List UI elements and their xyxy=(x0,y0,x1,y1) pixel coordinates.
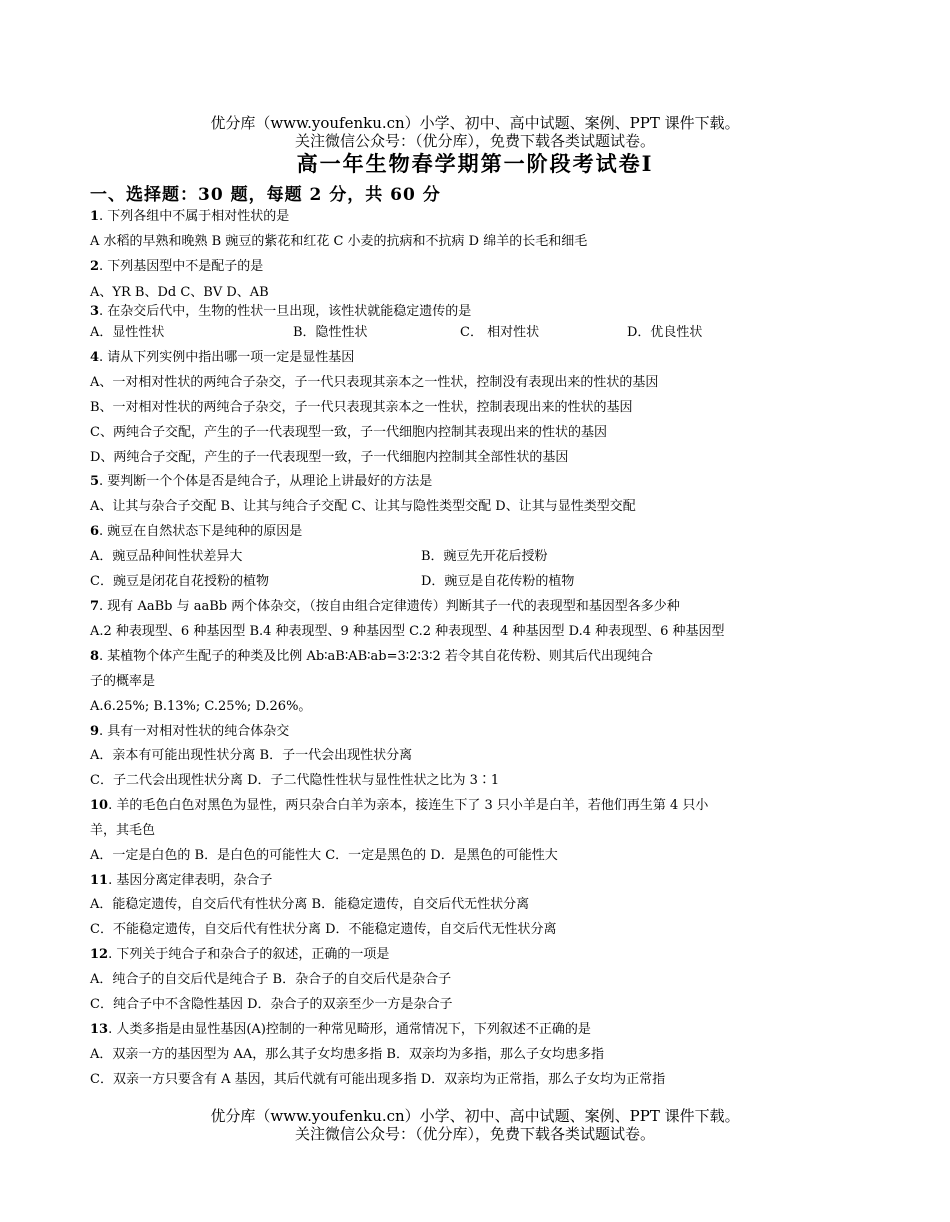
option-d: D、两纯合子交配，产生的子一代表现型一致，子一代细胞内控制其全部性状的基因 xyxy=(90,450,569,465)
question-13-options-1: A．双亲一方的基因型为 AA，那么其子女均患多指 B．双亲均为多指，那么子女均患多指 xyxy=(90,1047,604,1062)
question-number: 11 xyxy=(90,873,109,888)
option-b: B．隐性性状 xyxy=(293,325,368,340)
question-text: . 下列基因型中不是配子的是 xyxy=(99,259,264,274)
question-7-options: A.2 种表现型、6 种基因型 B.4 种表现型、9 种基因型 C.2 种表现型、4 种基因型 D.4 种表现型、6 种基因型 xyxy=(90,624,725,639)
question-number: 5 xyxy=(90,474,100,489)
question-11-options-2: C．不能稳定遗传，自交后代有性状分离 D．不能稳定遗传，自交后代无性状分离 xyxy=(90,922,557,937)
question-number: 12 xyxy=(90,947,109,962)
question-text: . 某植物个体产生配子的种类及比例 Ab∶aB∶AB∶ab=3∶2∶3∶2 若令其自花传粉、则其后代出现纯合 xyxy=(99,649,653,664)
question-13-options-2: C．双亲一方只要含有 A 基因，其后代就有可能出现多指 D．双亲均为正常指，那么子女均为正常指 xyxy=(90,1072,666,1087)
question-text: . 基因分离定律表明，杂合子 xyxy=(108,873,273,888)
question-number: 7 xyxy=(90,599,100,614)
question-number: 10 xyxy=(90,798,109,813)
option-a: A．显性性状 xyxy=(90,325,165,340)
question-5 xyxy=(90,474,432,490)
question-1-options: A 水稻的早熟和晚熟 B 豌豆的紫花和红花 C 小麦的抗病和不抗病 D 绵羊的长毛和细毛 xyxy=(90,234,588,249)
question-number: 1 xyxy=(90,209,100,224)
exam-title: 高一年生物春学期第一阶段考试卷Ⅰ xyxy=(296,151,654,176)
question-4 xyxy=(90,350,354,366)
option-d: D．优良性状 xyxy=(627,325,703,340)
section-heading: 一、选择题：30 题，每题 2 分，共 60 分 xyxy=(90,185,441,205)
question-text: . 下列关于纯合子和杂合子的叙述，正确的一项是 xyxy=(108,947,390,962)
question-text: . 请从下列实例中指出哪一项一定是显性基因 xyxy=(99,350,355,365)
question-text: . 在杂交后代中，生物的性状一旦出现，该性状就能稳定遗传的是 xyxy=(99,304,472,319)
question-text: . 羊的毛色白色对黑色为显性，两只杂合白羊为亲本，接连生下了 3 只小羊是白羊，若他们再生第 4 只小 xyxy=(108,798,709,813)
option-a: A．豌豆品种间性状差异大 xyxy=(90,549,243,564)
question-number: 9 xyxy=(90,724,100,739)
footer-line-2: 关注微信公众号：（优分库），免费下载各类试题试卷。 xyxy=(294,1125,655,1143)
question-text: . 要判断一个个体是否是纯合子，从理论上讲最好的方法是 xyxy=(99,474,433,489)
question-2-options: A、YR B、Dd C、BV D、AB xyxy=(90,285,269,300)
option-b: B、一对相对性状的两纯合子杂交，子一代只表现其亲本之一性状，控制表现出来的性状的基因 xyxy=(90,400,633,415)
question-9-options-2: C．子二代会出现性状分离 D．子二代隐性性状与显性性状之比为 3∶1 xyxy=(90,773,500,788)
question-5-options: A、让其与杂合子交配 B、让其与纯合子交配 C、让其与隐性类型交配 D、让其与显性类型交配 xyxy=(90,499,636,514)
question-13 xyxy=(90,1022,591,1038)
question-8-continued: 子的概率是 xyxy=(90,674,156,689)
question-number: 3 xyxy=(90,304,100,319)
question-text: . 豌豆在自然状态下是纯种的原因是 xyxy=(99,524,303,539)
question-1 xyxy=(90,209,289,225)
question-text: . 下列各组中不属于相对性状的是 xyxy=(99,209,290,224)
question-12 xyxy=(90,947,389,963)
question-number: 4 xyxy=(90,350,100,365)
question-8-options: A.6.25%; B.13%; C.25%; D.26%。 xyxy=(90,699,312,714)
question-10-continued: 羊，其毛色 xyxy=(90,823,156,838)
question-2 xyxy=(90,259,263,275)
question-number: 8 xyxy=(90,649,100,664)
option-c: C． 相对性状 xyxy=(460,325,540,340)
question-number: 6 xyxy=(90,524,100,539)
question-10 xyxy=(90,798,708,814)
question-7 xyxy=(90,599,680,615)
option-b: B．豌豆先开花后授粉 xyxy=(421,549,548,564)
question-number: 2 xyxy=(90,259,100,274)
option-c: C．豌豆是闭花自花授粉的植物 xyxy=(90,574,269,589)
question-number: 13 xyxy=(90,1022,109,1037)
question-12-options-1: A．纯合子的自交后代是纯合子 B．杂合子的自交后代是杂合子 xyxy=(90,972,452,987)
option-a: A、一对相对性状的两纯合子杂交，子一代只表现其亲本之一性状，控制没有表现出来的性状的基因 xyxy=(90,375,659,390)
question-10-options: A．一定是白色的 B．是白色的可能性大 C．一定是黑色的 D．是黑色的可能性大 xyxy=(90,848,558,863)
question-11-options-1: A．能稳定遗传，自交后代有性状分离 B．能稳定遗传，自交后代无性状分离 xyxy=(90,897,530,912)
option-c: C、两纯合子交配，产生的子一代表现型一致，子一代细胞内控制其表现出来的性状的基因 xyxy=(90,425,607,440)
header-line-1: 优分库（www.youfenku.cn）小学、初中、高中试题、案例、PPT 课件下载。 xyxy=(210,114,740,132)
footer-line-1: 优分库（www.youfenku.cn）小学、初中、高中试题、案例、PPT 课件下载。 xyxy=(210,1107,740,1125)
question-8 xyxy=(90,649,653,665)
question-text: . 现有 AaBb 与 aaBb 两个体杂交，（按自由组合定律遗传）判断其子一代的表现型和基因型各多少种 xyxy=(99,599,680,614)
question-text: . 人类多指是由显性基因(A)控制的一种常见畸形，通常情况下，下列叙述不正确的是 xyxy=(108,1022,591,1037)
question-6 xyxy=(90,524,302,540)
header-line-2: 关注微信公众号：（优分库），免费下载各类试题试卷。 xyxy=(294,132,655,150)
question-9-options-1: A．亲本有可能出现性状分离 B．子一代会出现性状分离 xyxy=(90,748,413,763)
option-d: D．豌豆是自花传粉的植物 xyxy=(421,574,575,589)
question-text: . 具有一对相对性状的纯合体杂交 xyxy=(99,724,290,739)
question-11 xyxy=(90,873,272,889)
question-9 xyxy=(90,724,289,740)
question-3 xyxy=(90,304,471,320)
question-12-options-2: C．纯合子中不含隐性基因 D．杂合子的双亲至少一方是杂合子 xyxy=(90,997,453,1012)
